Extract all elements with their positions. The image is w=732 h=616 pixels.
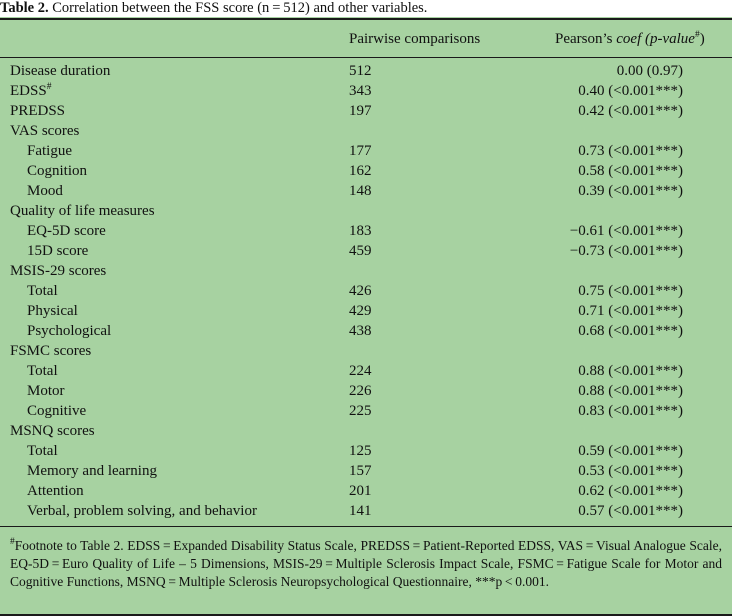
pairwise-count: 162 (349, 163, 372, 179)
pairwise-count: 201 (349, 483, 372, 499)
column-header-pearson-italic: coef (p-value (616, 31, 695, 47)
table-row (0, 501, 732, 521)
row-label-text: Cognitive (27, 403, 87, 419)
pearson-coef: 0.00 (0.97) (616, 63, 683, 79)
pairwise-count: 177 (349, 143, 372, 159)
row-label-text: PREDSS (10, 103, 66, 119)
row-label-text: Motor (27, 383, 65, 399)
row-label (27, 301, 78, 321)
row-label-text: Cognition (27, 163, 88, 179)
row-label (27, 401, 86, 421)
row-label (10, 341, 91, 361)
table-body (0, 61, 732, 521)
row-label (10, 421, 95, 441)
row-label-text: Mood (27, 183, 63, 199)
table-row (0, 461, 732, 481)
table-row (0, 61, 732, 81)
row-label-text: Quality of life measures (10, 203, 155, 219)
table-section-header (0, 201, 732, 221)
row-label (27, 441, 58, 461)
row-label (27, 481, 84, 501)
pairwise-count: 512 (349, 63, 372, 79)
pairwise-count: 125 (349, 443, 372, 459)
pearson-coef: 0.62 (<0.001***) (578, 483, 683, 499)
pearson-coef: 0.42 (<0.001***) (578, 103, 683, 119)
top-rule (0, 18, 732, 20)
bottom-rule (0, 614, 732, 616)
row-label (27, 381, 65, 401)
pairwise-count: 343 (349, 83, 372, 99)
body-rule (0, 526, 732, 527)
table-row (0, 281, 732, 301)
row-label-sup: # (46, 82, 52, 92)
row-label (27, 501, 257, 521)
pearson-coef: 0.68 (<0.001***) (578, 323, 683, 339)
table-row (0, 101, 732, 121)
table-row (0, 161, 732, 181)
column-header-pearson (555, 30, 705, 48)
pearson-coef: 0.73 (<0.001***) (578, 143, 683, 159)
row-label (27, 241, 88, 261)
table-caption-label: Table 2. (0, 0, 49, 16)
column-header-pearson-sup: # (694, 30, 700, 40)
pearson-coef: −0.61 (<0.001***) (569, 223, 683, 239)
footnote-sup: # (10, 537, 15, 547)
pearson-coef: 0.83 (<0.001***) (578, 403, 683, 419)
pairwise-count: 426 (349, 283, 372, 299)
pearson-coef: 0.88 (<0.001***) (578, 363, 683, 379)
table-row (0, 321, 732, 341)
table-row (0, 361, 732, 381)
column-header-pearson-suffix: ) (699, 31, 705, 47)
row-label (27, 281, 58, 301)
pearson-coef: 0.71 (<0.001***) (578, 303, 683, 319)
table-row (0, 81, 732, 101)
pairwise-count: 226 (349, 383, 372, 399)
row-label (27, 181, 63, 201)
table-footnote (10, 537, 722, 591)
row-label (10, 121, 79, 141)
row-label (10, 101, 65, 121)
pearson-coef: 0.58 (<0.001***) (578, 163, 683, 179)
table-caption-text: Correlation between the FSS score (n = 512) and other variables. (48, 0, 428, 16)
table-row (0, 241, 732, 261)
pairwise-count: 225 (349, 403, 372, 419)
table-row (0, 301, 732, 321)
row-label (27, 221, 106, 241)
row-label-text: MSNQ scores (10, 423, 95, 439)
row-label-text: Physical (27, 303, 78, 319)
row-label-text: FSMC scores (10, 343, 92, 359)
pearson-coef: 0.57 (<0.001***) (578, 503, 683, 519)
row-label (27, 461, 157, 481)
pearson-coef: 0.59 (<0.001***) (578, 443, 683, 459)
row-label-text: 15D score (27, 243, 89, 259)
pairwise-count: 183 (349, 223, 372, 239)
row-label-text: MSIS-29 scores (10, 263, 107, 279)
column-header-pearson-prefix: Pearson’s (555, 31, 617, 47)
row-label-text: Psychological (27, 323, 112, 339)
table-section-header (0, 261, 732, 281)
row-label-text: Verbal, problem solving, and behavior (27, 503, 257, 519)
pearson-coef: 0.40 (<0.001***) (578, 83, 683, 99)
pairwise-count: 224 (349, 363, 372, 379)
table-row (0, 481, 732, 501)
pairwise-count: 197 (349, 103, 372, 119)
row-label (27, 321, 111, 341)
row-label-text: Attention (27, 483, 84, 499)
table-section-header (0, 121, 732, 141)
pearson-coef: 0.75 (<0.001***) (578, 283, 683, 299)
footnote-text: Footnote to Table 2. EDSS = Expanded Disability Status Scale, PREDSS = Patient-Reported EDSS, VAS = Visual Analogue Scale, EQ-5D = Euro Quality of Life – 5 Dimensions, MSIS-29 = Multiple Sclerosis Impact Scale, FSMC = Fatigue Scale for Motor and Cognitive Functions, MSNQ = Multiple Sclerosis Neuropsychological Questionnaire, ***p < 0.001. (10, 538, 722, 589)
table-section-header (0, 421, 732, 441)
row-label-text: Fatigue (27, 143, 72, 159)
table-row (0, 141, 732, 161)
row-label (27, 161, 87, 181)
table-row (0, 181, 732, 201)
row-label (10, 261, 106, 281)
table-section-header (0, 341, 732, 361)
row-label-text: Total (27, 283, 58, 299)
table-caption (0, 0, 732, 17)
row-label (27, 361, 58, 381)
pearson-coef: −0.73 (<0.001***) (569, 243, 683, 259)
pairwise-count: 429 (349, 303, 372, 319)
pearson-coef: 0.39 (<0.001***) (578, 183, 683, 199)
table-row (0, 441, 732, 461)
pairwise-count: 157 (349, 463, 372, 479)
row-label (10, 81, 51, 101)
row-label-text: EQ-5D score (27, 223, 106, 239)
column-header-pairwise: Pairwise comparisons (349, 31, 481, 47)
row-label-text: Memory and learning (27, 463, 157, 479)
pearson-coef: 0.53 (<0.001***) (578, 463, 683, 479)
row-label (27, 141, 72, 161)
pearson-coef: 0.88 (<0.001***) (578, 383, 683, 399)
pairwise-count: 148 (349, 183, 372, 199)
row-label-text: Total (27, 363, 58, 379)
table-row (0, 381, 732, 401)
table-row (0, 221, 732, 241)
row-label-text: Total (27, 443, 58, 459)
header-rule (0, 57, 732, 58)
row-label-text: VAS scores (10, 123, 80, 139)
pairwise-count: 141 (349, 503, 372, 519)
table-panel (0, 17, 732, 616)
row-label (10, 61, 110, 81)
table-row (0, 401, 732, 421)
pairwise-count: 438 (349, 323, 372, 339)
row-label-text: EDSS (10, 83, 47, 99)
row-label (10, 201, 155, 221)
pairwise-count: 459 (349, 243, 372, 259)
row-label-text: Disease duration (10, 63, 111, 79)
